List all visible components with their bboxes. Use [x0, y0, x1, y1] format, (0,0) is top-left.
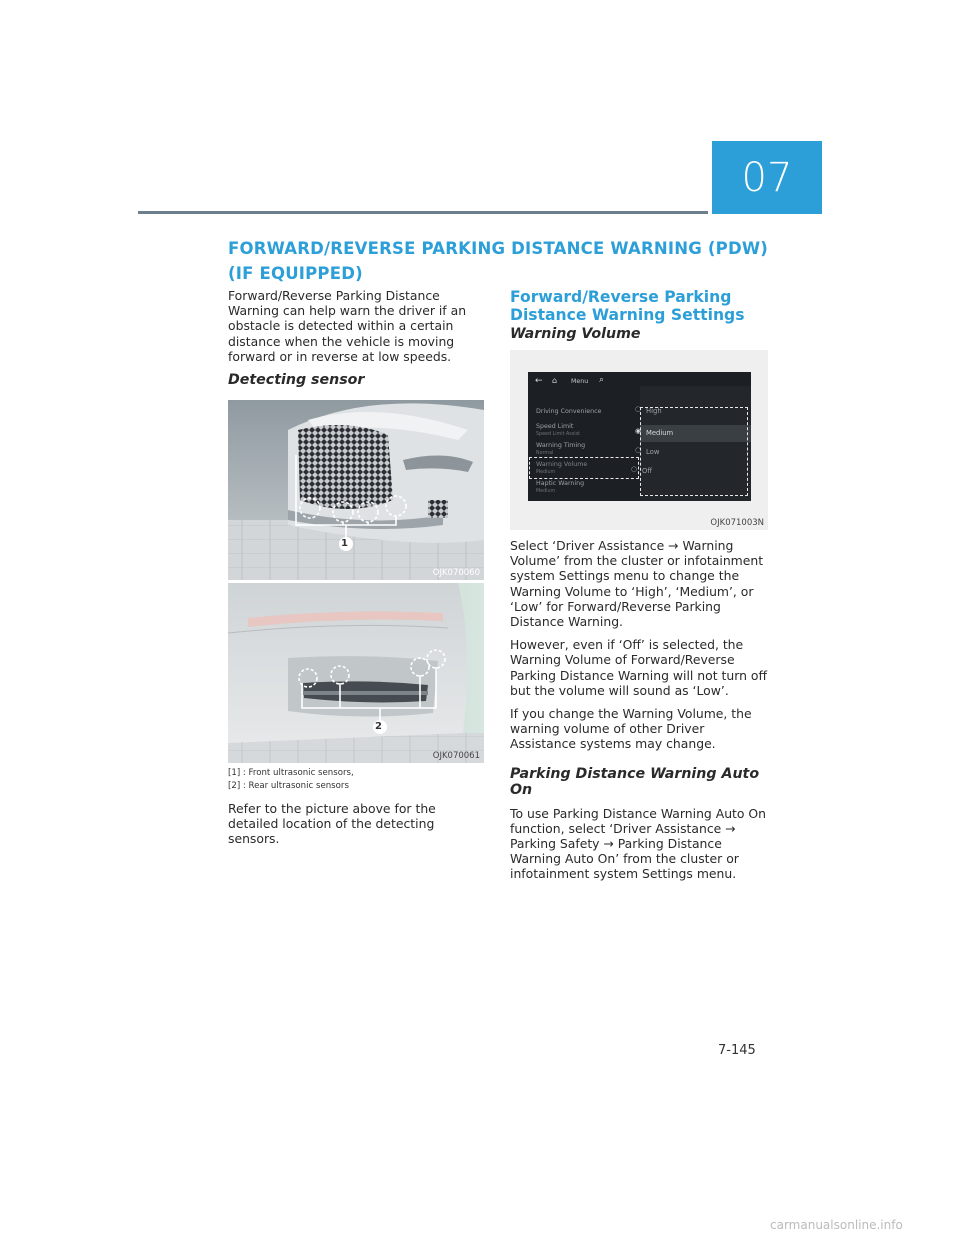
settings-paragraph-2: However, even if ‘Off’ is selected, the Warning Volume of Forward/Reverse Parking Distance Warning will not turn off but the volume will sound as ‘Low’.: [510, 637, 768, 698]
rear-figure-code: OJK070061: [432, 751, 480, 762]
warning-volume-highlight: [529, 457, 639, 479]
intro-paragraph: Forward/Reverse Parking Distance Warning can help warn the driver if an obstacle is detected within a certain distance when the vehicle is moving forward or in reverse at low speeds.: [228, 288, 467, 364]
rear-car-illustration: [228, 583, 484, 763]
option-high[interactable]: High: [646, 407, 662, 415]
footer-watermark: carmanualsonline.info: [770, 1218, 903, 1232]
option-off[interactable]: Off: [642, 467, 653, 475]
page-number: 7-145: [718, 1043, 756, 1058]
sensor-note: Refer to the picture above for the detailed location of the detecting sensors.: [228, 801, 436, 847]
radio-high[interactable]: ○: [635, 405, 642, 413]
back-arrow-icon[interactable]: ←: [535, 376, 543, 386]
radio-off[interactable]: ○: [631, 465, 638, 473]
settings-paragraph-3: If you change the Warning Volume, the warning volume of other Driver Assistance systems may change.: [510, 706, 752, 752]
front-sensor-figure: [228, 400, 484, 580]
section-title: FORWARD/REVERSE PARKING DISTANCE WARNING (PDW) (IF EQUIPPED): [228, 239, 769, 283]
auto-on-heading: Parking Distance Warning Auto On: [510, 765, 760, 798]
menu-item-haptic-warning[interactable]: Haptic Warning Medium: [536, 480, 585, 494]
menu-item-driving-convenience[interactable]: Driving Convenience: [536, 408, 602, 415]
caption-front: [1] : Front ultrasonic sensors,: [228, 768, 354, 779]
options-highlight: [640, 407, 748, 496]
settings-screen: [528, 372, 751, 501]
right-column: [510, 288, 770, 890]
menu-label[interactable]: Menu: [571, 378, 589, 385]
settings-heading: Forward/Reverse Parking Distance Warning Settings: [510, 288, 745, 324]
header-rule: [138, 211, 708, 214]
figure-caption: [228, 767, 484, 793]
home-icon[interactable]: ⌂: [552, 376, 558, 385]
left-column: [228, 288, 484, 855]
detecting-sensor-heading: Detecting sensor: [228, 372, 365, 389]
option-medium[interactable]: Medium: [646, 429, 674, 437]
menu-item-warning-timing[interactable]: Warning Timing Normal: [536, 442, 586, 456]
rear-sensor-label: 2: [375, 721, 382, 733]
warning-volume-heading: Warning Volume: [510, 326, 641, 342]
rear-sensor-figure: [228, 583, 484, 763]
chapter-tab: 07: [712, 141, 822, 214]
radio-medium-selected[interactable]: ◉: [635, 427, 642, 435]
front-figure-code: OJK070060: [432, 568, 480, 579]
auto-on-paragraph: To use Parking Distance Warning Auto On function, select ‘Driver Assistance → Parking Safety → Parking Distance Warning Auto On’ from the cluster or infotainment system Settings menu.: [510, 805, 767, 882]
search-icon[interactable]: ⌕: [599, 375, 605, 385]
option-low[interactable]: Low: [646, 448, 660, 456]
radio-low[interactable]: ○: [635, 446, 642, 454]
settings-figure-code: OJK071003N: [710, 518, 764, 528]
menu-item-warning-volume[interactable]: Warning Volume Medium: [536, 461, 588, 475]
front-sensor-label: 1: [341, 538, 348, 550]
settings-paragraph-1: Select ‘Driver Assistance → Warning Volume’ from the cluster or infotainment system Settings menu to change the Warning Volume to ‘High’, ‘Medium’, or ‘Low’ for Forward/Reverse Parking Distance Warning.: [510, 538, 764, 630]
menu-item-speed-limit[interactable]: Speed Limit Speed Limit Assist: [536, 423, 580, 437]
settings-screen-figure: [510, 350, 768, 530]
caption-rear: [2] : Rear ultrasonic sensors: [228, 781, 349, 792]
front-car-illustration: [228, 400, 484, 580]
